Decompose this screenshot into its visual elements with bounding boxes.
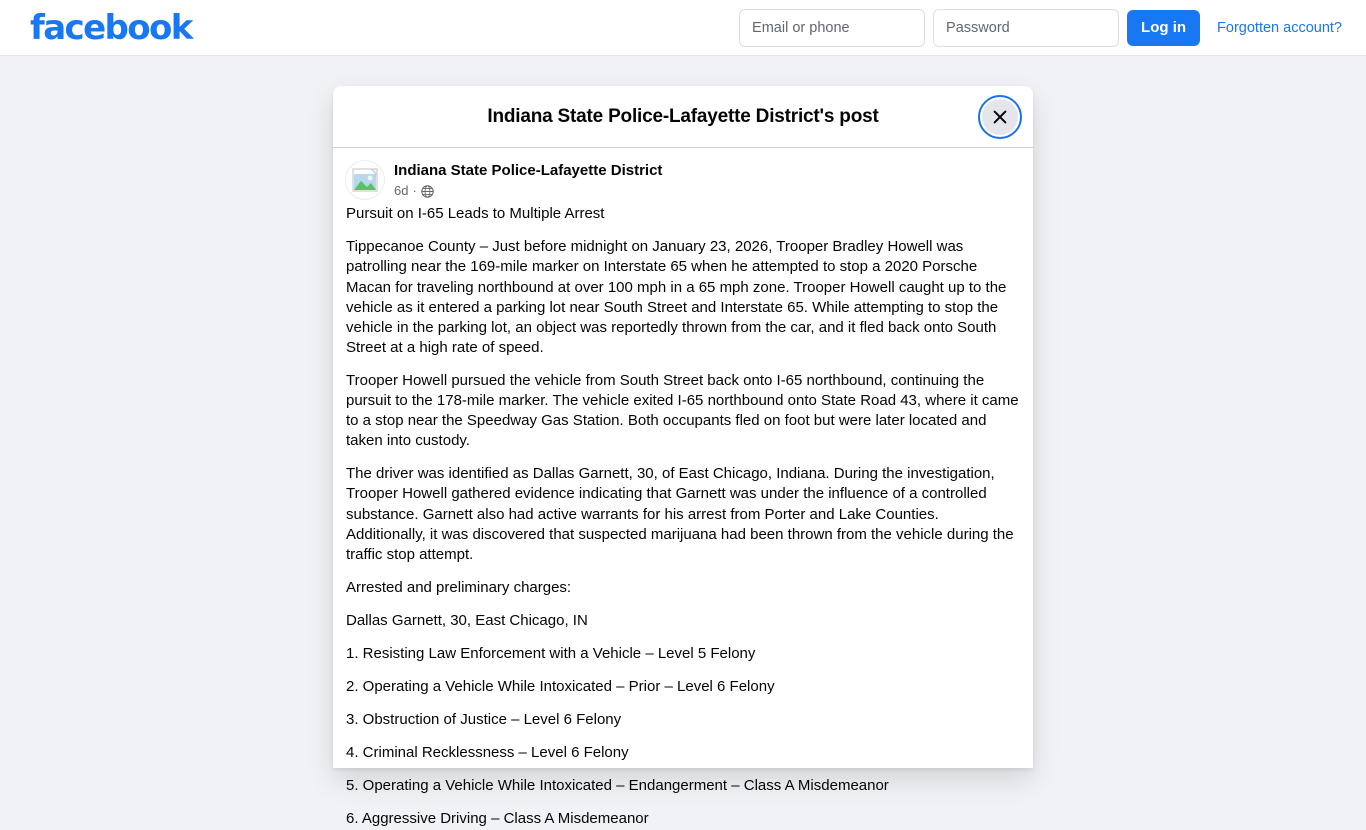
close-icon [991, 108, 1009, 126]
charge-item: 2. Operating a Vehicle While Intoxicated – Prior – Level 6 Felony [346, 678, 775, 696]
post-author-name[interactable]: Indiana State Police-Lafayette District [394, 162, 663, 179]
modal-header [333, 86, 1033, 148]
post [345, 160, 1021, 830]
top-navigation-bar [0, 0, 1366, 56]
charge-item: 3. Obstruction of Justice – Level 6 Felony [346, 711, 622, 729]
login-form [739, 9, 1342, 47]
charge-item: 4. Criminal Recklessness – Level 6 Felony [346, 744, 629, 762]
charge-item: 5. Operating a Vehicle While Intoxicated – Endangerment – Class A Misdemeanor [346, 777, 889, 795]
forgotten-account-link[interactable]: Forgotten account? [1217, 19, 1342, 36]
log-in-button[interactable]: Log in [1127, 10, 1200, 46]
email-or-phone-input[interactable] [739, 9, 925, 47]
post-timestamp[interactable]: 6d [394, 183, 409, 199]
post-paragraph: Arrested and preliminary charges: [346, 578, 572, 596]
modal-body[interactable] [333, 148, 1033, 830]
post-modal-dialog [333, 86, 1033, 828]
post-paragraph: Pursuit on I-65 Leads to Multiple Arrest [346, 205, 605, 223]
avatar[interactable] [345, 160, 385, 200]
charge-item: 1. Resisting Law Enforcement with a Vehicle – Level 5 Felony [346, 644, 756, 662]
post-meta [394, 182, 662, 200]
post-author-block [394, 160, 662, 200]
post-paragraph: The driver was identified as Dallas Garnett, 30, of East Chicago, Indiana. During the investigation, Trooper Howell gathered evidence indicating that Garnett was under the influence of a controlled substance. Garnett also had active warrants for his arrest from Porter and Lake Counties. Additionally, it was discovered that suspected marijuana had been thrown from the vehicle during the traffic stop attempt. [346, 465, 1014, 563]
modal-title: Indiana State Police-Lafayette District's post [487, 105, 879, 127]
password-input[interactable] [933, 9, 1119, 47]
post-paragraph: Tippecanoe County – Just before midnight on January 23, 2026, Trooper Bradley Howell was patrolling near the 169-mile marker on Interstate 65 when he attempted to stop a 2020 Porsche Macan for traveling northbound at over 100 mph in a 65 mph zone. Trooper Howell caught up to the vehicle as it entered a parking lot near South Street and Interstate 65. While attempting to stop the vehicle in the parking lot, an object was reportedly thrown from the car, and it fled back onto South Street at a high rate of speed. [346, 238, 1007, 356]
post-paragraph: Trooper Howell pursued the vehicle from South Street back onto I-65 northbound, continuing the pursuit to the 178-mile marker. The vehicle exited I-65 northbound onto State Road 43, where it came to a stop near the Speedway Gas Station. Both occupants fled on foot but were later located and taken into custody. [346, 371, 1019, 450]
close-button[interactable] [982, 99, 1018, 135]
charge-item: 6. Aggressive Driving – Class A Misdemeanor [346, 810, 649, 828]
post-body [345, 204, 1021, 829]
meta-separator: · [412, 183, 417, 199]
facebook-logo[interactable]: facebook [30, 7, 192, 48]
broken-image-icon [348, 163, 382, 197]
post-header [345, 160, 1021, 204]
globe-icon[interactable] [421, 185, 434, 198]
post-paragraph: Dallas Garnett, 30, East Chicago, IN [346, 611, 588, 629]
